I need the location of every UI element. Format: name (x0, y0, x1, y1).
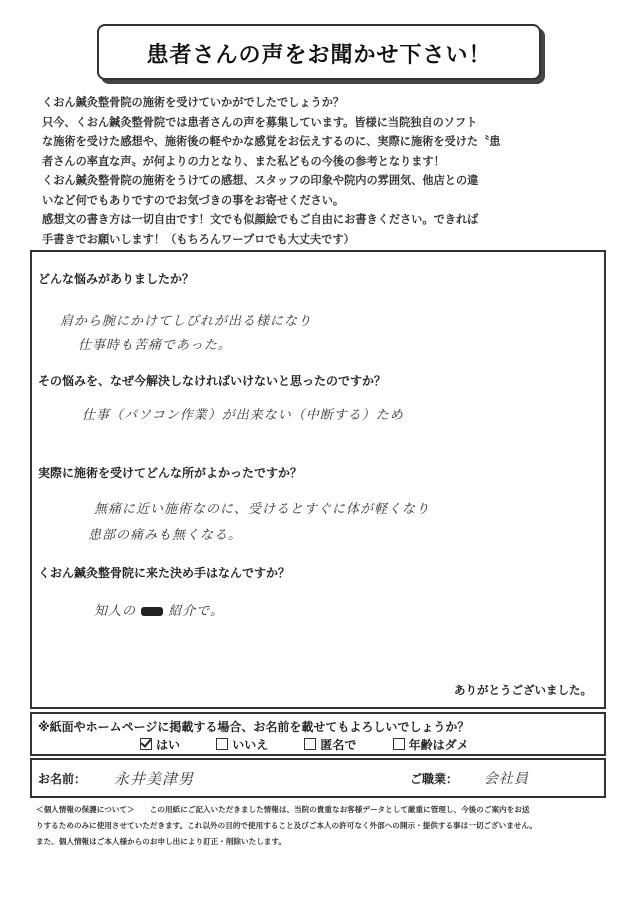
answer-4-part-1: 知人の (94, 604, 137, 619)
option-yes-label: はい (156, 738, 181, 752)
questionnaire-frame (30, 250, 606, 709)
name-label: お名前： (38, 772, 87, 786)
publish-question: ※紙面やホームページに掲載する場合、お名前を載せてもよろしいでしょうか？ (38, 720, 470, 734)
name-value: 永井美津男 (114, 770, 195, 788)
question-4: くおん鍼灸整骨院に来た決め手はなんですか？ (38, 566, 291, 580)
intro-line: くおん鍼灸整骨院の施術を受けていかがでしたでしょうか？ (42, 96, 345, 109)
checkbox-yes-checked[interactable] (140, 738, 152, 750)
intro-line: 手書きでお願いします！（もちろんワープロでも大丈夫です） (42, 232, 355, 246)
answer-1-line-2: 仕事時も苦痛であった。 (78, 338, 232, 353)
option-no-age[interactable] (393, 736, 469, 753)
question-3: 実際に施術を受けてどんな所がよかったですか？ (38, 466, 303, 480)
intro-line: 感想文の書き方は一切自由です！文でも似顔絵でもご自由にお書きください。できれば (42, 213, 479, 226)
checkbox-no-age[interactable] (393, 738, 405, 750)
intro-line: いなど何でもありですのでお気づきの事をお寄せください。 (42, 193, 345, 207)
question-1: どんな悩みがありましたか？ (38, 272, 195, 286)
thanks-text: ありがとうございました。 (454, 683, 592, 697)
answer-2-line-1: 仕事（パソコン作業）が出来ない（中断する）ため (82, 408, 404, 423)
question-2: その悩みを、なぜ今解決しなければいけないと思ったのですか？ (38, 374, 387, 388)
name-box (30, 758, 606, 798)
answer-3-line-2: 患部の痛みも無くなる。 (88, 528, 243, 543)
intro-text (42, 93, 612, 249)
redaction-scribble (141, 607, 163, 616)
privacy-line: ＜個人情報の保護について＞ この用紙にご記入いただきました情報は、当院の貴重なお客様データとして厳重に管理し、今後のご案内をお送 (36, 805, 530, 814)
checkbox-anonymous[interactable] (304, 738, 316, 750)
privacy-notice (36, 802, 606, 850)
intro-line: 者さんの率直な声〟が何よりの力となり、また私どもの今後の参考となります！ (42, 154, 445, 168)
answer-4-line-1 (94, 600, 224, 619)
checkbox-no[interactable] (216, 738, 228, 750)
intro-line: 只今、くおん鍼灸整骨院では患者さんの声を募集しています。皆様に当院独自のソフト (42, 115, 478, 129)
answer-1-line-1: 肩から腕にかけてしびれが出る様になり (60, 314, 313, 329)
intro-line: くおん鍼灸整骨院の施術をうけての感想、スタッフの印象や院内の雰囲気、他店との違 (42, 174, 479, 187)
job-label: ご職業： (410, 772, 459, 786)
answer-4-part-2: 紹介で。 (168, 604, 225, 619)
option-no-age-label: 年齢はダメ (408, 738, 469, 752)
answer-3-line-1: 無痛に近い施術なのに、受けるとすぐに体が軽くなり (94, 502, 431, 517)
option-no-label: いいえ (232, 738, 269, 752)
title-box (97, 24, 541, 80)
publish-consent-box (30, 712, 606, 756)
privacy-line: また、個人情報はご本人様からのお申し出により訂正・削除いたします。 (36, 837, 286, 846)
job-value: 会社員 (484, 771, 529, 787)
page-title: 患者さんの声をお聞かせ下さい！ (146, 43, 492, 68)
publish-options (140, 736, 501, 753)
option-no[interactable] (216, 736, 268, 753)
option-anonymous[interactable] (304, 736, 356, 753)
option-anonymous-label: 匿名で (320, 738, 357, 752)
option-yes[interactable] (140, 736, 180, 753)
intro-line: な施術を受けた感想や、施術後の軽やかな感覚をお伝えするのに、実際に施術を受けた〝患 (42, 135, 501, 148)
privacy-line: りするためのみに使用させていただきます。これ以外の目的で使用すること及びご本人の許可なく外部への開示・提供する事は一切ございません。 (36, 821, 538, 830)
